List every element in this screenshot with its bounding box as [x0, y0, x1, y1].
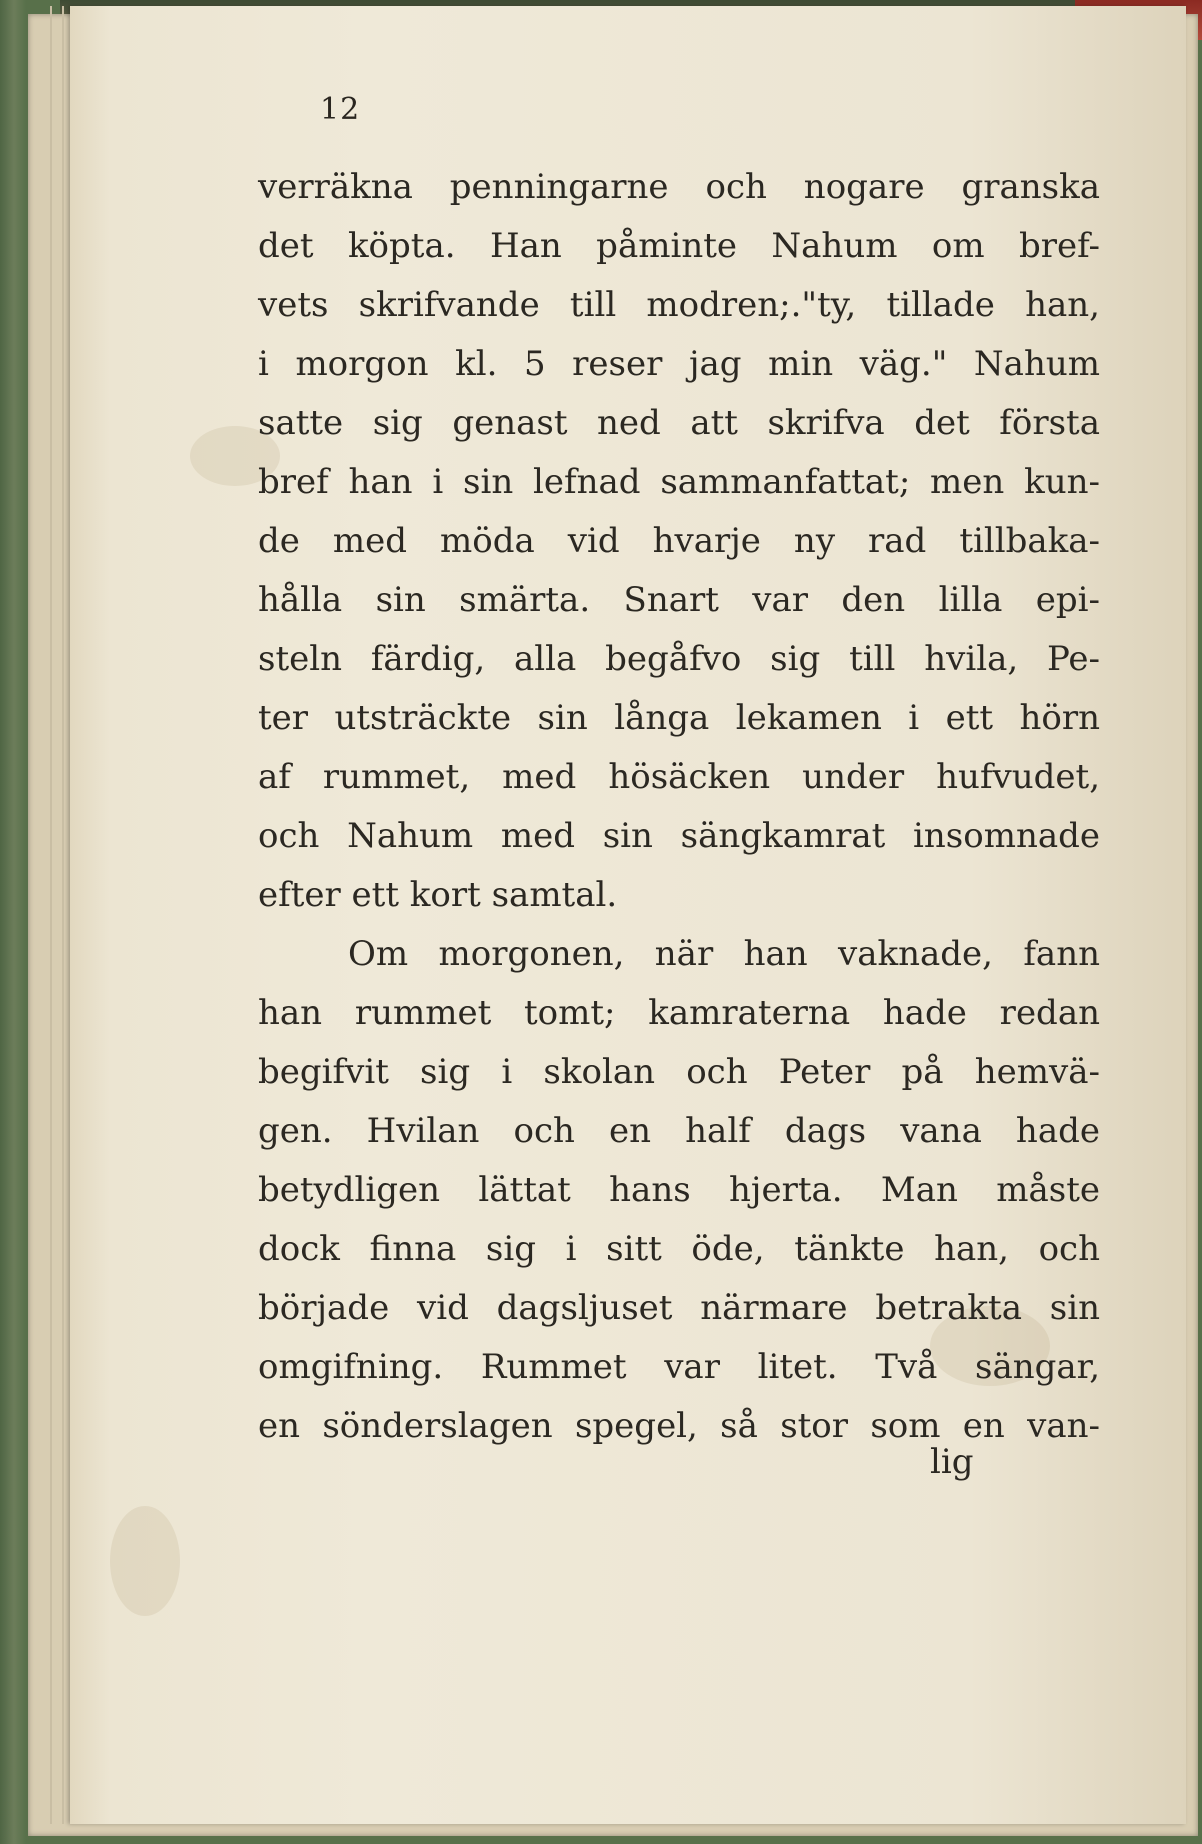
text-line: omgifning. Rummet var litet. Två sängar,: [258, 1347, 1100, 1387]
text-line: dock finna sig i sitt öde, tänkte han, och: [258, 1229, 1100, 1269]
text-line: betydligen lättat hans hjerta. Man måste: [258, 1170, 1100, 1210]
text-line: begifvit sig i skolan och Peter på hemvä-: [258, 1052, 1100, 1092]
text-line: i morgon kl. 5 reser jag min väg." Nahum: [258, 344, 1100, 384]
text-line: han rummet tomt; kamraterna hade redan: [258, 993, 1100, 1033]
text-line: verräkna penningarne och nogare granska: [258, 167, 1100, 207]
text-line: ter utsträckte sin långa lekamen i ett hörn: [258, 698, 1100, 738]
text-line: satte sig genast ned att skrifva det första: [258, 403, 1100, 443]
text-line: af rummet, med hösäcken under hufvudet,: [258, 757, 1100, 797]
text-line: efter ett kort samtal.: [258, 875, 618, 915]
text-line: gen. Hvilan och en half dags vana hade: [258, 1111, 1100, 1151]
catchword: lig: [930, 1442, 974, 1482]
text-line: hålla sin smärta. Snart var den lilla epi-: [258, 580, 1100, 620]
page-edge-line: [50, 6, 52, 1824]
text-line: en sönderslagen spegel, så stor som en van-: [258, 1406, 1100, 1446]
text-line: steln färdig, alla begåfvo sig till hvila, Pe-: [258, 639, 1100, 679]
page-edge-line: [62, 6, 64, 1824]
page-number: 12: [320, 92, 361, 127]
text-line: och Nahum med sin sängkamrat insomnade: [258, 816, 1100, 856]
foxing-spot: [110, 1506, 180, 1616]
text-line: vets skrifvande till modren;."ty, tillade han,: [258, 285, 1100, 325]
text-line: började vid dagsljuset närmare betrakta sin: [258, 1288, 1100, 1328]
text-line: de med möda vid hvarje ny rad tillbaka-: [258, 521, 1100, 561]
text-line: bref han i sin lefnad sammanfattat; men kun-: [258, 462, 1100, 502]
text-line: det köpta. Han påminte Nahum om bref-: [258, 226, 1100, 266]
text-line: Om morgonen, när han vaknade, fann: [348, 934, 1100, 974]
body-text: [258, 158, 1100, 1456]
